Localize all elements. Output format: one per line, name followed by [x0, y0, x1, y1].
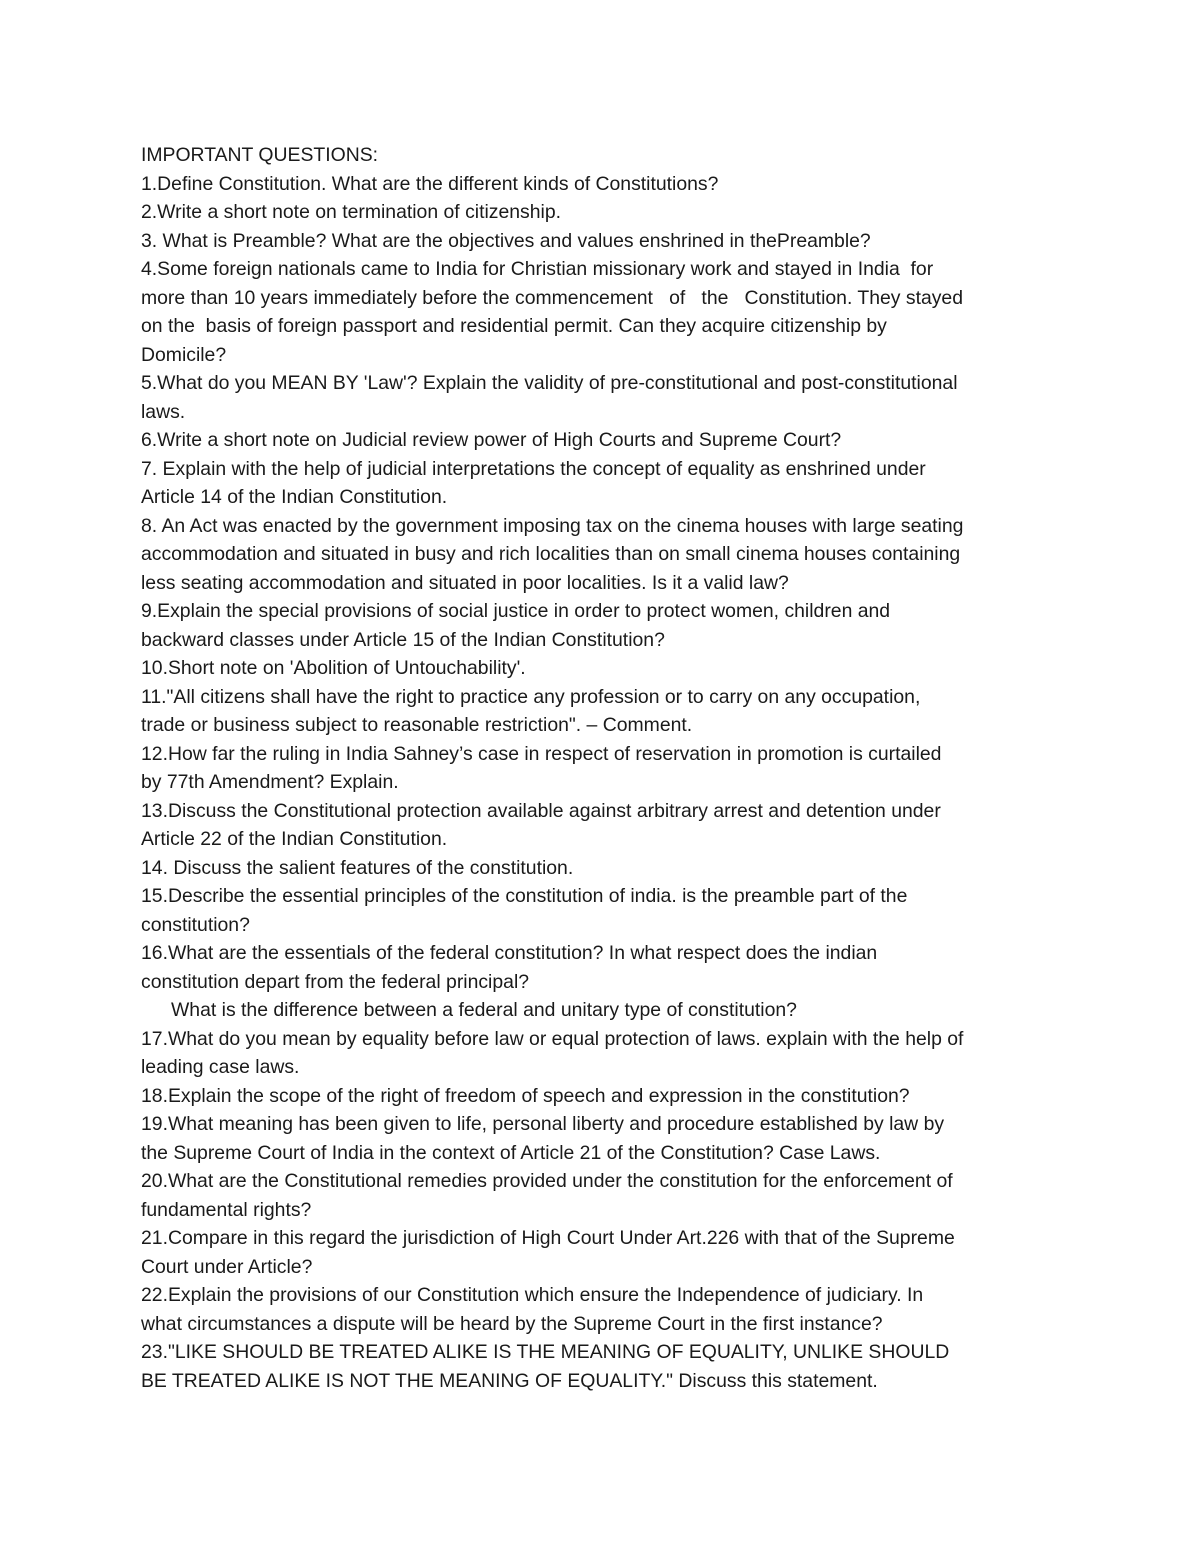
- text-line: leading case laws.: [141, 1056, 300, 1078]
- text-line: 15.Describe the essential principles of the constitution of india. is the preamble part of the: [141, 885, 908, 907]
- text-line: 7. Explain with the help of judicial interpretations the concept of equality as enshrined under: [141, 457, 926, 480]
- text-line: less seating accommodation and situated in poor localities. Is it a valid law?: [141, 571, 789, 594]
- text-line: 6.Write a short note on Judicial review power of High Courts and Supreme Court?: [141, 429, 842, 451]
- text-line: laws.: [141, 400, 186, 423]
- text-line: 21.Compare in this regard the jurisdiction of High Court Under Art.226 with that of the Supreme: [141, 1227, 955, 1249]
- text-line: Article 14 of the Indian Constitution.: [141, 486, 448, 508]
- text-line: 4.Some foreign nationals came to India for Christian missionary work and stayed in India for: [141, 258, 934, 280]
- text-line: backward classes under Article 15 of the Indian Constitution?: [141, 628, 665, 651]
- text-line: 5.What do you MEAN BY 'Law'? Explain the validity of pre-constitutional and post-constitutional: [141, 372, 958, 394]
- text-line-indented: What is the difference between a federal and unitary type of constitution?: [171, 999, 797, 1021]
- text-line: 22.Explain the provisions of our Constitution which ensure the Independence of judiciary. In: [141, 1284, 924, 1306]
- text-line: Article 22 of the Indian Constitution.: [141, 828, 448, 850]
- text-line: accommodation and situated in busy and rich localities than on small cinema houses containing: [141, 543, 961, 565]
- text-line: what circumstances a dispute will be heard by the Supreme Court in the first instance?: [141, 1312, 883, 1335]
- text-line: 16.What are the essentials of the federal constitution? In what respect does the indian: [141, 942, 878, 964]
- text-line: by 77th Amendment? Explain.: [141, 771, 399, 793]
- text-line: 13.Discuss the Constitutional protection available against arbitrary arrest and detention under: [141, 799, 941, 822]
- text-line: on the basis of foreign passport and residential permit. Can they acquire citizenship by: [141, 315, 887, 337]
- text-line: more than 10 years immediately before the commencement of the Constitution. They stayed: [141, 286, 964, 309]
- text-line: fundamental rights?: [141, 1198, 312, 1221]
- question-list: [141, 141, 1066, 1395]
- text-line: Court under Article?: [141, 1255, 313, 1278]
- text-line: 17.What do you mean by equality before law or equal protection of laws. explain with the help of: [141, 1027, 964, 1050]
- text-line: constitution?: [141, 913, 250, 936]
- text-line: 10.Short note on 'Abolition of Untouchability'.: [141, 657, 526, 679]
- text-line: 3. What is Preamble? What are the objectives and values enshrined in thePreamble?: [141, 229, 871, 252]
- text-line: 20.What are the Constitutional remedies provided under the constitution for the enforcement of: [141, 1170, 953, 1192]
- text-line: 9.Explain the special provisions of social justice in order to protect women, children and: [141, 600, 891, 622]
- text-line: 12.How far the ruling in India Sahney’s case in respect of reservation in promotion is curtailed: [141, 742, 942, 765]
- text-line: 8. An Act was enacted by the government imposing tax on the cinema houses with large seating: [141, 514, 964, 537]
- text-line: 11."All citizens shall have the right to practice any profession or to carry on any occupation,: [141, 685, 921, 708]
- text-line: BE TREATED ALIKE IS NOT THE MEANING OF EQUALITY." Discuss this statement.: [141, 1369, 878, 1392]
- text-line: Domicile?: [141, 343, 227, 366]
- text-line: trade or business subject to reasonable restriction". – Comment.: [141, 714, 693, 736]
- text-line: 23."LIKE SHOULD BE TREATED ALIKE IS THE MEANING OF EQUALITY, UNLIKE SHOULD: [141, 1341, 950, 1363]
- text-line: 19.What meaning has been given to life, personal liberty and procedure established by law by: [141, 1113, 945, 1135]
- text-line: 14. Discuss the salient features of the constitution.: [141, 856, 574, 879]
- text-line: the Supreme Court of India in the context of Article 21 of the Constitution? Case Laws.: [141, 1141, 881, 1164]
- text-line: 18.Explain the scope of the right of freedom of speech and expression in the constitution?: [141, 1084, 910, 1107]
- text-line: 2.Write a short note on termination of citizenship.: [141, 201, 561, 223]
- page-heading: IMPORTANT QUESTIONS:: [141, 144, 379, 166]
- text-line: 1.Define Constitution. What are the different kinds of Constitutions?: [141, 172, 719, 195]
- text-line: constitution depart from the federal principal?: [141, 970, 530, 993]
